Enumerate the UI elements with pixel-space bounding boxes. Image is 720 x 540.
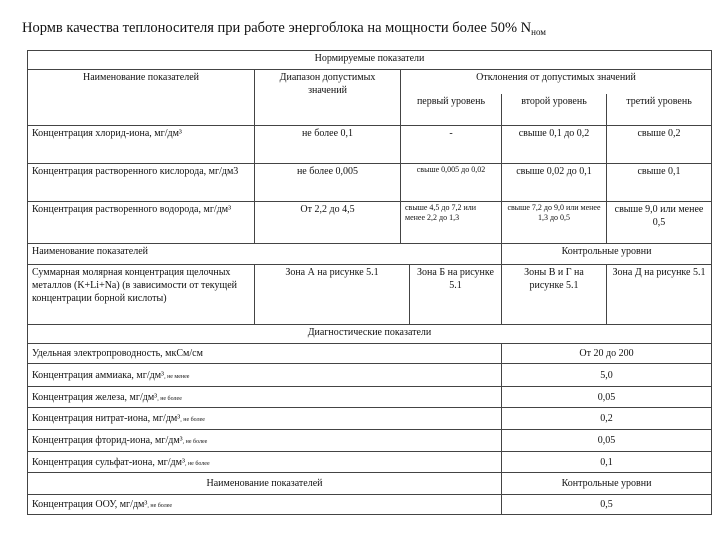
control-levels-header: Контрольные уровни: [502, 244, 712, 265]
table-row: [28, 126, 712, 164]
control2-row-name: [28, 495, 502, 515]
table-row: [28, 344, 712, 364]
diag-name: Концентрация фторид-иона, мг/дм³: [32, 435, 183, 446]
diag-row-name: [28, 452, 502, 473]
diag-note: , не более: [157, 395, 182, 402]
title-text: Нормв качества теплоносителя при работе энергоблока на мощности более 50% N: [22, 20, 532, 36]
table-row: [28, 265, 712, 325]
diagnostic-header: Диагностические показатели: [28, 325, 712, 344]
oou-name: Концентрация ООУ, мг/дм³: [32, 499, 148, 510]
row-range: не более 0,1: [255, 126, 401, 164]
control2-levels-header: Контрольные уровни: [502, 473, 712, 495]
table-row: [28, 408, 712, 430]
diag-value: 0,1: [502, 452, 712, 473]
diag-value: 0,2: [502, 408, 712, 430]
range-column-header: Диапазон допустимых значений: [255, 70, 401, 126]
diag-row-name: [28, 387, 502, 408]
table-row: [28, 202, 712, 244]
table-row: [28, 364, 712, 387]
control-name-header: Наименование показателей: [28, 244, 502, 265]
row-level1: свыше 0,005 до 0,02: [401, 164, 502, 202]
page-title: [22, 20, 546, 37]
diag-row-name: [28, 408, 502, 430]
diag-name: Концентрация нитрат-иона, мг/дм³: [32, 413, 181, 424]
quality-table: [27, 50, 712, 515]
deviations-header: Отклонения от допустимых значений: [401, 70, 712, 94]
row-name: Концентрация растворенного кислорода, мг/дм3: [28, 164, 255, 202]
table-row: [28, 164, 712, 202]
row-level1: свыше 4,5 до 7,2 или менее 2,2 до 1,3: [401, 202, 502, 244]
table-row: [28, 387, 712, 408]
title-subscript: ном: [531, 27, 546, 37]
diag-value: 5,0: [502, 364, 712, 387]
row-range: От 2,2 до 4,5: [255, 202, 401, 244]
row-level1: -: [401, 126, 502, 164]
diag-row-name: [28, 364, 502, 387]
diag-note: , не более: [180, 417, 205, 423]
control-row-name: Суммарная молярная концентрация щелочных металлов (K+Li+Na) (в зависимости от текущей концентрации борной кислоты): [28, 265, 255, 325]
table-row: [28, 495, 712, 515]
row-name: Концентрация хлорид-иона, мг/дм³: [28, 126, 255, 164]
row-level3: свыше 0,1: [607, 164, 712, 202]
zone-b: Зона Б на рисунке 5.1: [410, 265, 502, 325]
control2-name-header: Наименование показателей: [28, 473, 502, 495]
row-range: не более 0,005: [255, 164, 401, 202]
diag-row-name: [28, 344, 502, 364]
zone-vg: Зоны В и Г на рисунке 5.1: [502, 265, 607, 325]
diag-value: От 20 до 200: [502, 344, 712, 364]
diag-row-name: [28, 430, 502, 452]
diag-name: Концентрация железа, мг/дм³: [32, 391, 158, 403]
row-level2: свыше 0,02 до 0,1: [502, 164, 607, 202]
oou-value: 0,5: [502, 495, 712, 515]
oou-note: , не более: [147, 503, 173, 509]
zone-d: Зона Д на рисунке 5.1: [607, 265, 712, 325]
normalized-header: Нормируемые показатели: [28, 51, 712, 70]
level3-header: третий уровень: [607, 94, 712, 126]
diag-value: 0,05: [502, 430, 712, 452]
level1-header: первый уровень: [401, 94, 502, 126]
row-level2: свыше 7,2 до 9,0 или менее 1,3 до 0,5: [502, 202, 607, 244]
row-level3: свыше 9,0 или менее 0,5: [607, 202, 712, 244]
diag-note: , не более: [182, 439, 208, 445]
level2-header: второй уровень: [502, 94, 607, 126]
row-level2: свыше 0,1 до 0,2: [502, 126, 607, 164]
table-row: [28, 452, 712, 473]
row-level3: свыше 0,2: [607, 126, 712, 164]
diag-note: , не менее: [164, 373, 190, 380]
diag-name: Удельная электропроводность, мкСм/см: [32, 348, 203, 359]
diag-note: , не более: [184, 460, 210, 467]
diag-name: Концентрация аммиака, мг/дм³: [32, 369, 165, 381]
zone-a: Зона А на рисунке 5.1: [255, 265, 410, 325]
row-name: Концентрация растворенного водорода, мг/дм³: [28, 202, 255, 244]
diag-value: 0,05: [502, 387, 712, 408]
table-row: [28, 430, 712, 452]
diag-name: Концентрация сульфат-иона, мг/дм³: [32, 456, 185, 468]
name-column-header: Наименование показателей: [28, 70, 255, 126]
